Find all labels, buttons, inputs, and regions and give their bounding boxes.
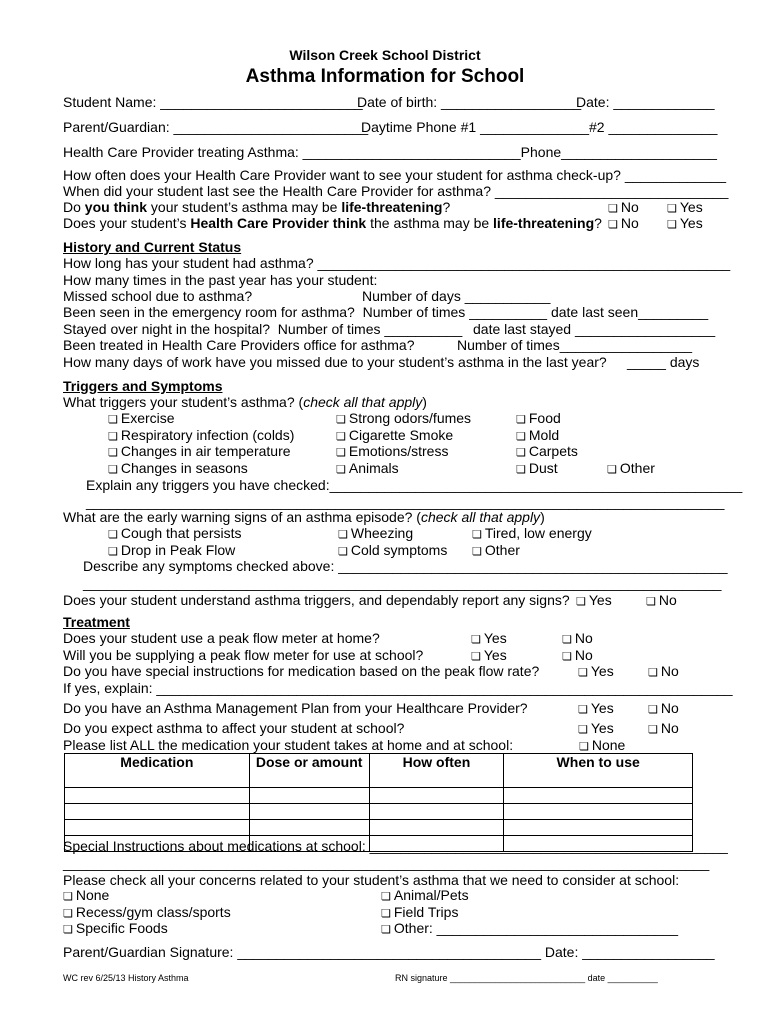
understand-no-checkbox[interactable]: ❏ No bbox=[646, 592, 677, 610]
peak-meter-yes-checkbox[interactable]: ❏ Yes bbox=[471, 630, 507, 648]
when-cell[interactable] bbox=[504, 804, 693, 820]
peak-meter-no-checkbox[interactable]: ❏ No bbox=[562, 630, 593, 648]
supplying-yes-checkbox[interactable]: ❏ Yes bbox=[471, 647, 507, 665]
affect-yes-checkbox[interactable]: ❏ Yes bbox=[578, 720, 614, 738]
you-think-yes-checkbox[interactable]: ❏ Yes bbox=[667, 199, 703, 217]
last-stayed-field[interactable]: date last stayed __________________ bbox=[473, 321, 716, 337]
concerns-question: Please check all your concerns related to your student’s asthma that we need to consider at school: bbox=[63, 872, 680, 888]
triggers-explain-line[interactable]: __________________________________________________________________________________ bbox=[86, 494, 725, 510]
trigger-other-checkbox[interactable]: ❏ Other bbox=[607, 460, 655, 478]
trigger-dust-checkbox[interactable]: ❏ Dust bbox=[516, 460, 558, 478]
frequency-column-header: How often bbox=[369, 754, 504, 788]
medication-cell[interactable] bbox=[65, 804, 250, 820]
medication-column-header: Medication bbox=[65, 754, 250, 788]
sign-cough-checkbox[interactable]: ❏ Cough that persists bbox=[108, 525, 242, 543]
provider-think-question: Does your student’s Health Care Provider think the asthma may be life-threatening? bbox=[63, 215, 602, 231]
trigger-air-temperature-checkbox[interactable]: ❏ Changes in air temperature bbox=[108, 443, 291, 461]
management-plan-question: Do you have an Asthma Management Plan from your Healthcare Provider? bbox=[63, 700, 528, 716]
concern-field-trips-checkbox[interactable]: ❏ Field Trips bbox=[381, 904, 458, 922]
work-missed-field[interactable]: _____ days bbox=[627, 354, 700, 370]
trigger-seasons-checkbox[interactable]: ❏ Changes in seasons bbox=[108, 460, 248, 478]
phone1-field[interactable]: Daytime Phone #1 ______________ bbox=[361, 119, 590, 135]
symptoms-describe-line[interactable]: __________________________________________________________________________________ bbox=[83, 575, 722, 591]
trigger-emotions-checkbox[interactable]: ❏ Emotions/stress bbox=[336, 443, 448, 461]
you-think-question: Do you think your student’s asthma may be life-threatening? bbox=[63, 199, 451, 215]
frequency-cell[interactable] bbox=[369, 804, 504, 820]
warning-signs-question: What are the early warning signs of an asthma episode? (check all that apply) bbox=[63, 509, 545, 525]
sign-tired-checkbox[interactable]: ❏ Tired, low energy bbox=[472, 525, 592, 543]
sign-other-checkbox[interactable]: ❏ Other bbox=[472, 542, 520, 560]
medication-table-header bbox=[65, 754, 693, 788]
hospital-stays-field[interactable]: Stayed over night in the hospital? Number of times __________ bbox=[63, 321, 463, 337]
missed-school-question: Missed school due to asthma? bbox=[63, 288, 253, 304]
affect-school-question: Do you expect asthma to affect your student at school? bbox=[63, 720, 405, 736]
triggers-explain-field[interactable]: Explain any triggers you have checked:_____________________________________________________ bbox=[86, 477, 743, 493]
form-title: Asthma Information for School bbox=[245, 66, 525, 87]
concern-foods-checkbox[interactable]: ❏ Specific Foods bbox=[63, 920, 168, 938]
understand-yes-checkbox[interactable]: ❏ Yes bbox=[576, 592, 612, 610]
dose-cell[interactable] bbox=[249, 820, 369, 836]
how-many-question: How many times in the past year has your student: bbox=[63, 272, 378, 288]
concern-animals-checkbox[interactable]: ❏ Animal/Pets bbox=[381, 887, 469, 905]
concern-recess-checkbox[interactable]: ❏ Recess/gym class/sports bbox=[63, 904, 231, 922]
provider-visits-question: Been treated in Health Care Providers office for asthma? bbox=[63, 337, 415, 353]
plan-yes-checkbox[interactable]: ❏ Yes bbox=[578, 700, 614, 718]
concern-none-checkbox[interactable]: ❏ None bbox=[63, 887, 109, 905]
triggers-heading: Triggers and Symptoms bbox=[63, 378, 223, 394]
when-column-header: When to use bbox=[504, 754, 693, 788]
provider-think-yes-checkbox[interactable]: ❏ Yes bbox=[667, 215, 703, 233]
work-missed-question: How many days of work have you missed due to your student’s asthma in the last year? bbox=[63, 354, 607, 370]
medication-cell[interactable] bbox=[65, 788, 250, 804]
sign-wheezing-checkbox[interactable]: ❏ Wheezing bbox=[338, 525, 413, 543]
medication-row bbox=[65, 788, 693, 804]
special-no-checkbox[interactable]: ❏ No bbox=[648, 663, 679, 681]
how-long-question: How long has your student had asthma? _____________________________________________________ bbox=[63, 255, 731, 271]
checkup-question: How often does your Health Care Provider want to see your student for asthma check-up? _____________ bbox=[63, 167, 727, 183]
history-heading: History and Current Status bbox=[63, 239, 242, 255]
special-instructions-question: Do you have special instructions for medication based on the peak flow rate? bbox=[63, 663, 540, 679]
medication-list-question: Please list ALL the medication your student takes at home and at school: bbox=[63, 737, 514, 753]
trigger-carpets-checkbox[interactable]: ❏ Carpets bbox=[516, 443, 578, 461]
special-med-instructions-line[interactable]: ___________________________________________________________________________________ bbox=[63, 855, 710, 871]
parent-field[interactable]: Parent/Guardian: _________________________ bbox=[63, 119, 369, 135]
dose-cell[interactable] bbox=[249, 788, 369, 804]
trigger-exercise-checkbox[interactable]: ❏ Exercise bbox=[108, 410, 175, 428]
peak-meter-question: Does your student use a peak flow meter at home? bbox=[63, 630, 380, 646]
date-field[interactable]: Date: _____________ bbox=[576, 94, 715, 110]
treatment-heading: Treatment bbox=[63, 614, 130, 630]
you-think-no-checkbox[interactable]: ❏ No bbox=[608, 199, 639, 217]
dose-column-header: Dose or amount bbox=[249, 754, 369, 788]
revision-note: WC rev 6/25/13 History Asthma bbox=[63, 973, 189, 983]
er-visits-field[interactable]: Been seen in the emergency room for asthma? Number of times __________ date last seen_________ bbox=[63, 304, 709, 320]
dose-cell[interactable] bbox=[249, 804, 369, 820]
affect-no-checkbox[interactable]: ❏ No bbox=[648, 720, 679, 738]
supplying-no-checkbox[interactable]: ❏ No bbox=[562, 647, 593, 665]
trigger-food-checkbox[interactable]: ❏ Food bbox=[516, 410, 561, 428]
special-med-instructions-field[interactable]: Special Instructions about medications at school: ______________________________________________ bbox=[63, 838, 728, 854]
parent-signature-field[interactable]: Parent/Guardian Signature: _______________________________________ Date: _________________ bbox=[63, 944, 715, 960]
plan-no-checkbox[interactable]: ❏ No bbox=[648, 700, 679, 718]
frequency-cell[interactable] bbox=[369, 788, 504, 804]
trigger-odors-checkbox[interactable]: ❏ Strong odors/fumes bbox=[336, 410, 471, 428]
trigger-respiratory-checkbox[interactable]: ❏ Respiratory infection (colds) bbox=[108, 427, 294, 445]
provider-field[interactable]: Health Care Provider treating Asthma: ____________________________Phone____________________ bbox=[63, 144, 717, 160]
understand-triggers-question: Does your student understand asthma triggers, and dependably report any signs? bbox=[63, 592, 570, 608]
medication-row bbox=[65, 820, 693, 836]
medication-none-checkbox[interactable]: ❏ None bbox=[579, 737, 625, 755]
last-seen-question: When did your student last see the Health Care Provider for asthma? ______________________________ bbox=[63, 183, 729, 199]
medication-row bbox=[65, 804, 693, 820]
symptoms-describe-field[interactable]: Describe any symptoms checked above: __________________________________________________ bbox=[83, 558, 728, 574]
student-name-field[interactable]: Student Name: __________________________ bbox=[63, 94, 363, 110]
dob-field[interactable]: Date of birth: __________________ bbox=[357, 94, 582, 110]
trigger-mold-checkbox[interactable]: ❏ Mold bbox=[516, 427, 559, 445]
supplying-meter-question: Will you be supplying a peak flow meter for use at school? bbox=[63, 647, 424, 663]
special-explain-field[interactable]: If yes, explain: __________________________________________________________________________ bbox=[63, 680, 733, 696]
concern-other-checkbox[interactable]: ❏ Other: _______________________________ bbox=[381, 920, 678, 938]
provider-think-no-checkbox[interactable]: ❏ No bbox=[608, 215, 639, 233]
rn-signature-field[interactable]: RN signature ___________________________ date __________ bbox=[395, 973, 658, 983]
missed-days-field[interactable]: Number of days ___________ bbox=[362, 288, 551, 304]
provider-visits-field[interactable]: Number of times_________________ bbox=[457, 337, 693, 353]
sign-peak-flow-checkbox[interactable]: ❏ Drop in Peak Flow bbox=[108, 542, 235, 560]
frequency-cell[interactable] bbox=[369, 820, 504, 836]
when-cell[interactable] bbox=[504, 788, 693, 804]
trigger-animals-checkbox[interactable]: ❏ Animals bbox=[336, 460, 399, 478]
when-cell[interactable] bbox=[504, 820, 693, 836]
phone2-field[interactable]: #2 ______________ bbox=[589, 119, 718, 135]
triggers-question: What triggers your student’s asthma? (check all that apply) bbox=[63, 394, 427, 410]
district-name: Wilson Creek School District bbox=[289, 47, 481, 63]
medication-cell[interactable] bbox=[65, 820, 250, 836]
special-yes-checkbox[interactable]: ❏ Yes bbox=[578, 663, 614, 681]
trigger-smoke-checkbox[interactable]: ❏ Cigarette Smoke bbox=[336, 427, 453, 445]
sign-cold-checkbox[interactable]: ❏ Cold symptoms bbox=[338, 542, 447, 560]
